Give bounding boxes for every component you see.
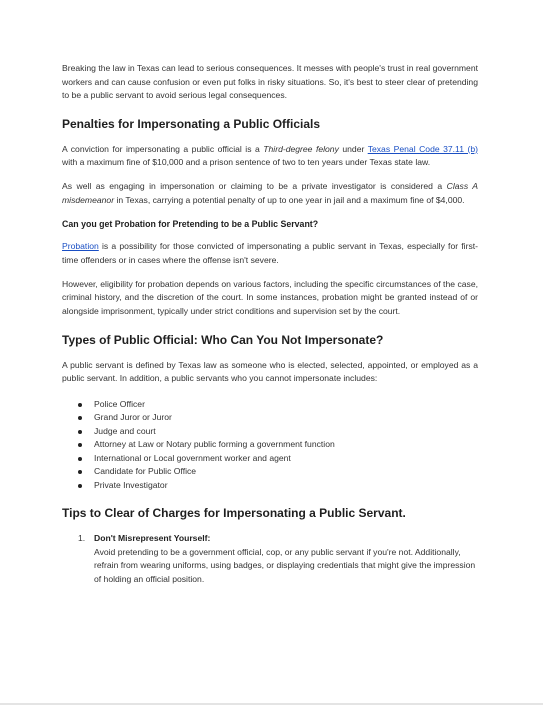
probation-paragraph-1 [62, 240, 478, 267]
list-item-label: Grand Juror or Juror [94, 412, 172, 423]
probation-heading: Can you get Probation for Pretending to be a Public Servant? [62, 219, 319, 230]
penalties-paragraph-1 [62, 143, 478, 170]
list-item-label: Private Investigator [94, 479, 168, 490]
document-body [62, 62, 478, 586]
bullet-icon [78, 403, 82, 407]
penalties-p1-text-b: under [338, 143, 368, 154]
bullet-icon [78, 416, 82, 420]
list-item-label: Candidate for Public Office [94, 466, 197, 477]
penalties-p1-text-a: A conviction for impersonating a public official is a [62, 143, 264, 154]
list-item [94, 465, 478, 479]
bullet-icon [78, 470, 82, 474]
bullet-icon [78, 443, 82, 447]
penalties-p2-text-a: As well as engaging in impersonation or claiming to be a private investigator is considered a [62, 181, 447, 192]
class-a-misdemeanor-text: Class A misdemeanor [62, 181, 478, 206]
tip-number: 1. [78, 533, 86, 544]
probation-paragraph-2: However, eligibility for probation depends on various factors, including the specific circumstances of the case, criminal history, and the discretion of the court. In some instances, probation might be granted instead of or alongside imprisonment, typically under strict conditions and supervision set by the court. [62, 278, 478, 317]
bullet-icon [78, 457, 82, 461]
penalties-p2-text-b: in Texas, carrying a potential penalty of up to one year in jail and a maximum fine of $4,000. [114, 195, 465, 206]
probation-p1-text: is a possibility for those convicted of impersonating a public servant in Texas, especially for first-time offenders or in cases where the offense isn't severe. [62, 241, 478, 265]
penalties-p1-text-c: with a maximum fine of $10,000 and a prison sentence of two to ten years under Texas state law. [62, 157, 431, 168]
probation-link[interactable]: Probation [62, 241, 99, 252]
list-item-label: International or Local government worker and agent [94, 452, 291, 463]
list-item [94, 438, 478, 452]
list-item-label: Attorney at Law or Notary public forming a government function [94, 439, 335, 450]
bullet-icon [78, 484, 82, 488]
types-heading: Types of Public Official: Who Can You Not Impersonate? [62, 332, 384, 347]
list-item-label: Judge and court [94, 425, 156, 436]
bullet-icon [78, 430, 82, 434]
intro-paragraph: Breaking the law in Texas can lead to serious consequences. It messes with people's trust in real government workers and can cause confusion or even put folks in risky situations. So, it's best to steer clear of pretending to be a public servant to avoid serious legal consequences. [62, 63, 478, 101]
list-item-label: Police Officer [94, 398, 145, 409]
tip-text: Avoid pretending to be a government official, cop, or any public servant if you're not. Additionally, refrain from wearing uniforms, using badges, or displaying credentials that might give the impression of holding an official position. [94, 546, 476, 584]
list-item [94, 398, 478, 412]
types-paragraph: A public servant is defined by Texas law as someone who is elected, selected, appointed, or employed as a public servant. In addition, a public servants who you cannot impersonate includes: [62, 359, 478, 384]
tips-list [62, 532, 478, 586]
public-servant-list [62, 398, 478, 493]
list-item [94, 411, 478, 425]
list-item [94, 452, 478, 466]
penalties-paragraph-2 [62, 180, 478, 207]
texas-penal-code-link[interactable]: Texas Penal Code 37.11 (b) [367, 143, 478, 154]
tip-item [78, 532, 478, 586]
tips-heading: Tips to Clear of Charges for Impersonating a Public Servant. [62, 506, 406, 521]
tip-title: Don't Misrepresent Yourself: [94, 533, 211, 544]
list-item [94, 479, 478, 493]
list-item [94, 425, 478, 439]
penalties-heading: Penalties for Impersonating a Public Officials [62, 116, 321, 131]
third-degree-felony-text: Third-degree felony [263, 143, 339, 154]
